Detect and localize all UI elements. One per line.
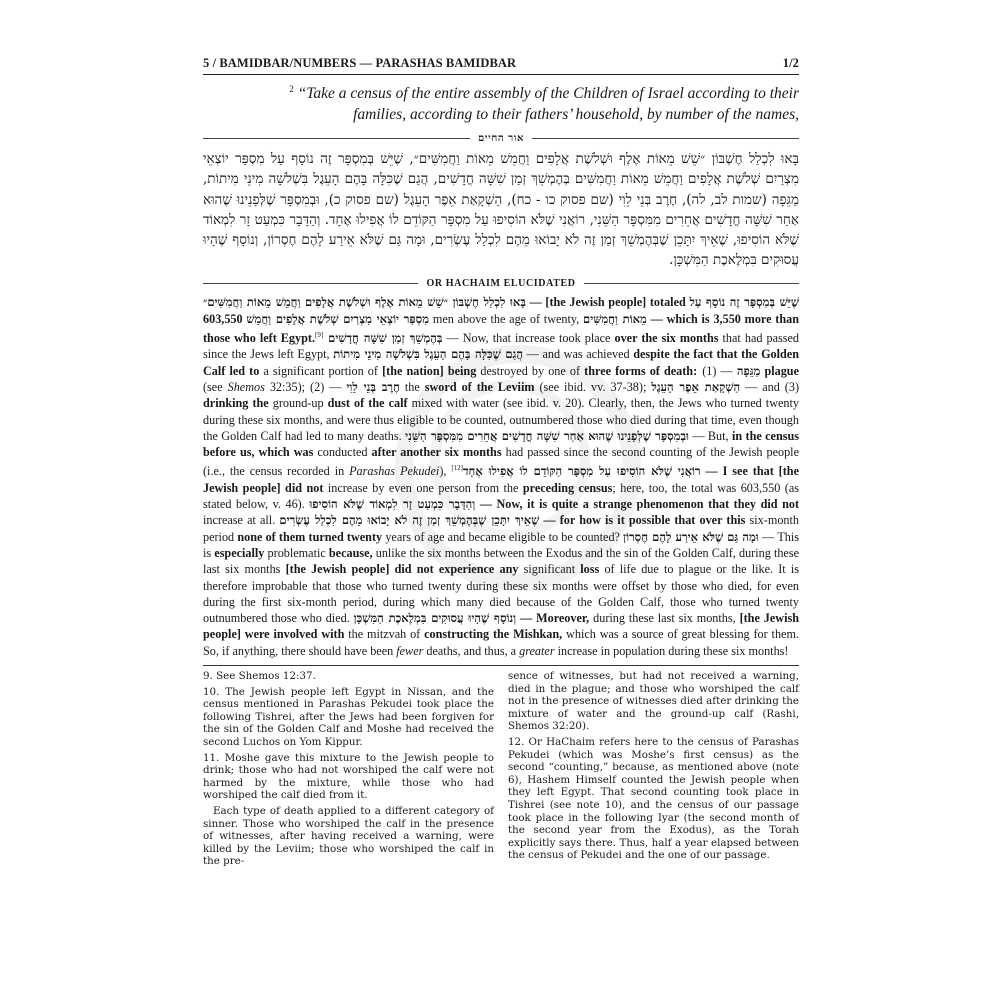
verse-translation	[203, 79, 799, 125]
footnote-11: 11. Moshe gave this mixture to the Jewish people to drink; those who had not worshiped the calf were not harmed by the mixture, while those who had worshiped the calf died from it.	[203, 751, 494, 802]
footnote-column-right	[508, 670, 799, 871]
header-title: 5 / BAMIDBAR/NUMBERS — PARASHAS BAMIDBAR	[203, 56, 517, 70]
elucidated-commentary	[203, 294, 799, 659]
running-header	[203, 56, 799, 75]
verse-number: 2	[289, 84, 294, 94]
elucidated-divider	[203, 278, 799, 289]
hebrew-commentary	[203, 149, 799, 270]
footnote-12: 12. Or HaChaim refers here to the census of Parashas Pekudei (which was Moshe’s first census) as the second “counting,” because, as mentioned above (note 6), Hashem Himself counted the Jewish people when they left Egypt. That second counting took place in Tishrei (see note 10), and the census of our passage took place in the following Iyar (the second month of the second year from the Exodus), as the Torah explicitly says there. Thus, half a year elapsed between the census of Pekudei and the one of our passage.	[508, 736, 799, 862]
footnote-rule	[203, 665, 799, 666]
or-hachaim-divider	[203, 133, 799, 144]
footnote-column-left	[203, 670, 494, 871]
header-page-number: 1/2	[782, 56, 799, 70]
book-page	[203, 56, 799, 956]
footnotes	[203, 670, 799, 871]
hebrew-paragraph: בָּאוּ לִכְלַל חֶשְׁבּוֹן ״שֵׁשׁ מֵאוֹת אֶלֶף וּשְׁלֹשֶׁת אֲלָפִים וַחֲמֵשׁ מֵאוֹת וַחֲמִשִּׁים״, שֶׁיֵּשׁ בְּמִסְפָּר זֶה נוֹסָף עַל מִסְפַּר יוֹצְאֵי מִצְרַיִם שְׁלֹשֶׁת אֲלָפִים וַחֲמֵשׁ מֵאוֹת וַחֲמִשִּׁים בְּהֶמְשֵׁךְ זְמַן שִׁשָּׁה חֳדָשִׁים, הֲגַם שֶׁכִּלָּה בָּהֶם הָעֵגֶל בִּשְׁלֹשָׁה מִינֵי מִיתוֹת, מַגֵּפָה (שמות לב, לה), חֶרֶב בְּנֵי לֵוִי (שם פסוק כו - כח), הַשְׁקָאַת אֵפֶר הָעֵגֶל (שם פסוק כ), וּבְמִסְפָּר שֶׁלְּפָנֵינוּ שֶׁהוּא אַחַר שִׁשָּׁה חֳדָשִׁים אֲחֵרִים מִמִּסְפָּר הַשֵּׁנִי, רוֹאֲנִי שֶׁלֹּא הוֹסִיפוּ עַל מִסְפָּר הַקּוֹדֵם לוֹ אֲפִילוּ אֶחָד. וְהַדָּבָר כִּמְעַט זָר לִמְאוֹד שֶׁלֹּא הוֹסִיפוּ, שֶׁאֵיךְ יִתָּכֵן שֶׁבְּהֶמְשֵׁךְ זְמַן זֶה לֹא יָבוֹאוּ מֵהֶם לִכְלַל עֶשְׂרִים, וּמָה גַּם שֶׁלֹּא אֵירַע לָהֶם חֶסְרוֹן, וְנוֹסָף שֶׁהָיוּ עֲסוּקִים בִּמְלֶאכֶת הַמִּשְׁכָּן.	[203, 151, 799, 269]
footnote-9: 9. See Shemos 12:37.	[203, 670, 316, 683]
verse-text: “Take a census of the entire assembly of the Children of Israel according to their families, according to their fathers’ household, by number of the names,	[297, 85, 799, 124]
or-hachaim-label: אור החיים	[478, 133, 524, 145]
footnote-11-end: sence of witnesses, but had not received a warning, died in the plague; and those who worshiped the calf not in the presence of witnesses died after drinking the mixture of water and the ground-up calf (Rashi, Shemos 32:20).	[508, 670, 799, 733]
footnote-10: 10. The Jewish people left Egypt in Nissan, and the census mentioned in Parashas Pekudei took place the following Tishrei, after the Jews had been forgiven for the sin of the Golden Calf and Moshe had received the second Luchos on Yom Kippur.	[203, 685, 494, 748]
footnote-11-cont: Each type of death applied to a different category of sinner. Those who worshiped the calf in the presence of witnesses, after having received a warning, were killed by the Leviim; those who worshiped the calf in the pre-	[203, 804, 494, 868]
elucidated-label: OR HACHAIM ELUCIDATED	[426, 278, 576, 290]
elucidated-paragraph-1: בָּאוּ לִכְלַל חֶשְׁבּוֹן ״שֵׁשׁ מֵאוֹת אֶלֶף וּשְׁלֹשֶׁת אֲלָפִים וַחֲמֵשׁ מֵאוֹת וַחֲמִשִּׁים״ — [the Jewish people] totaled שֶׁיֵּשׁ בְּמִסְפָּר זֶה נוֹסָף עַל מִסְפַּר יוֹצְאֵי מִצְרַיִם שְׁלֹשֶׁת אֲלָפִים וַחֲמֵשׁ 603,550 men above the age of twenty, מֵאוֹת וַחֲמִשִּׁים — which is 3,550 more than those who left Egypt.[9] בְּהֶמְשֵׁךְ זְמַן שִׁשָּׁה חֳדָשִׁים — Now, that increase took place over the six months that had passed since the Jews left Egypt, הֲגַם שֶׁכִּלָּה בָּהֶם הָעֵגֶל בִּשְׁלֹשָׁה מִינֵי מִיתוֹת — and was achieved despite the fact that the Golden Calf led to a significant portion of [the nation] being destroyed by one of three forms of death: מַגֵּפָה — (1) plague (see Shemos 32:35); חֶרֶב בְּנֵי לֵוִי — (2) the sword of the Leviim (see ibid. vv. 37-38); הַשְׁקָאַת אֵפֶר הָעֵגֶל — and (3) drinking the ground-up dust of the calf mixed with water (see ibid. v. 20). Clearly, then, the Jews who turned twenty during these six months, and were thus eligible to be counted, outnumbered those who died during that time, even though the Golden Calf had led to many deaths. וּבְמִסְפָּר שֶׁלְּפָנֵינוּ שֶׁהוּא אַחַר שִׁשָּׁה חֳדָשִׁים אֲחֵרִים מִמִּסְפָּר הַשֵּׁנִי — But, in the census before us, which was conducted after another six months had passed since the second counting of the Jewish people (i.e., the census recorded in Parashas Pekudei), [12]רוֹאֲנִי שֶׁלֹּא הוֹסִיפוּ עַל מִסְפָּר הַקּוֹדֵם לוֹ אֲפִילוּ אֶחָד — I see that [the Jewish people] did not increase by even one person from the preceding census; here, too, the total was 603,550 (as stated below, v. 46). וְהַדָּבָר כִּמְעַט זָר לִמְאוֹד שֶׁלֹּא הוֹסִיפוּ — Now, it is quite a strange phenomenon that they did not increase at all. שֶׁאֵיךְ יִתָּכֵן שֶׁבְּהֶמְשֵׁךְ זְמַן זֶה לֹא יָבוֹאוּ מֵהֶם לִכְלַל עֶשְׂרִים — for how is it possible that over this six-month period none of them turned twenty years of age and became eligible to be counted? וּמָה גַּם שֶׁלֹּא אֵירַע לָהֶם חֶסְרוֹן — This is especially problematic because, unlike the six months between the Exodus and the sin of the Golden Calf, during these last six months [the Jewish people] did not experience any significant loss of life due to plague or the like. It is therefore improbable that those who turned twenty during these six months were offset by those who died, for even during the first six-month period, during which many died because of the Golden Calf, those who turned twenty outnumbered those who died. וְנוֹסָף שֶׁהָיוּ עֲסוּקִים בִּמְלֶאכֶת הַמִּשְׁכָּן — Moreover, during these last six months, [the Jewish people] were involved with the mitzvah of constructing the Mishkan, which was a source of great blessing for them. So, if anything, there should have been fewer deaths, and thus, a greater increase in population during these six months!	[203, 295, 800, 658]
